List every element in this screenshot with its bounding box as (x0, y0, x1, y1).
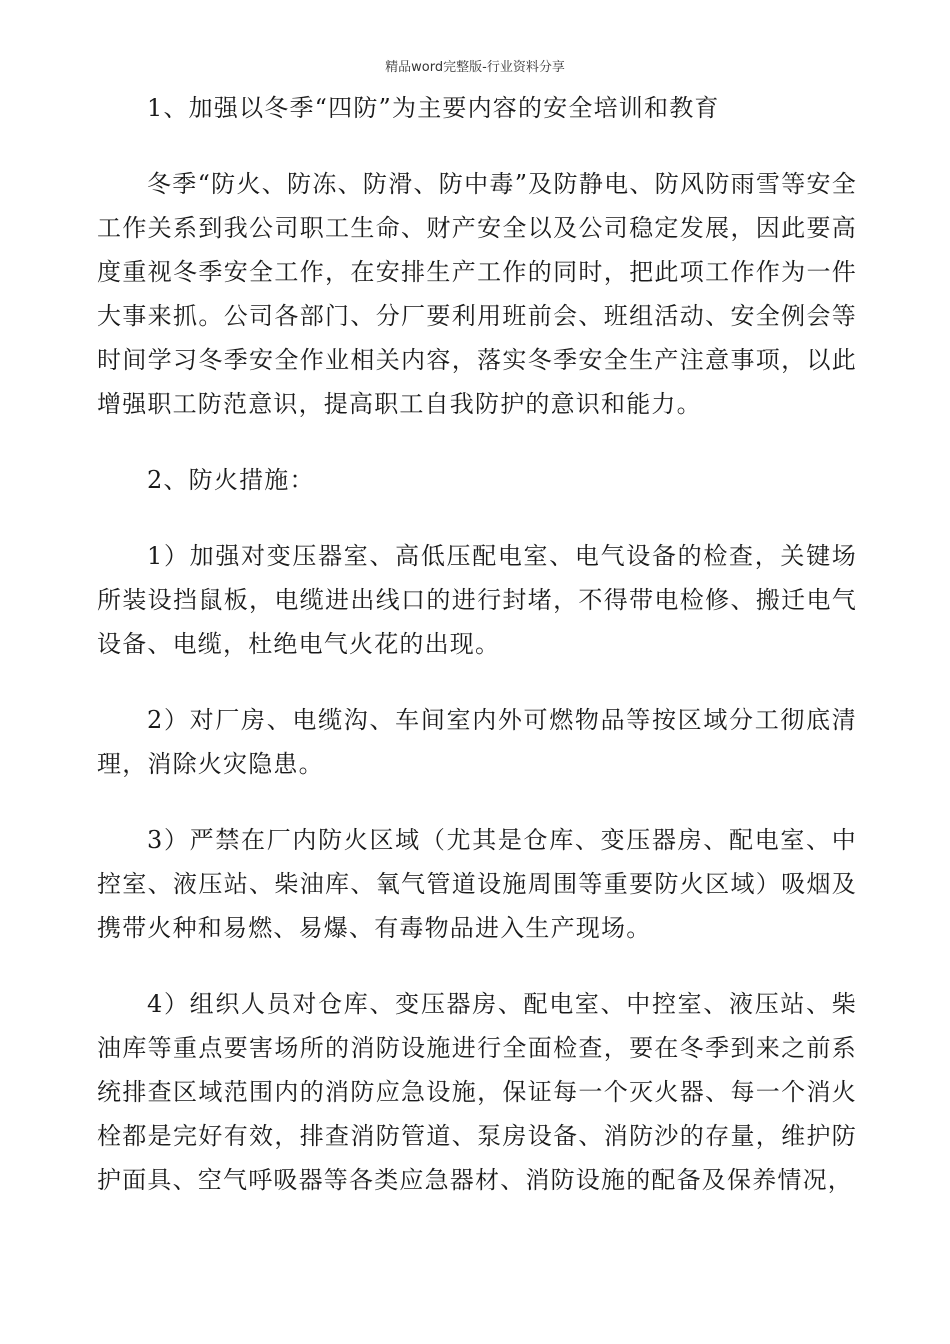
section-heading-training: 1、加强以冬季“四防”为主要内容的安全培训和教育 (147, 94, 720, 122)
document-body (97, 86, 857, 1234)
list-item-4: 4）组织人员对仓库、变压器房、配电室、中控室、液压站、柴油库等重点要害场所的消防设施进行全面检查，要在冬季到来之前系统排查区域范围内的消防应急设施，保证每一个灭火器、每一个消火栓都是完好有效，排查消防管道、泵房设备、消防沙的存量，维护防护面具、空气呼吸器等各类应急器材、消防设施的配备及保养情况， (97, 990, 857, 1194)
section-heading-fire-prevention: 2、防火措施： (147, 466, 315, 494)
list-item-1: 1）加强对变压器室、高低压配电室、电气设备的检查，关键场所装设挡鼠板，电缆进出线口的进行封堵，不得带电检修、搬迁电气设备、电缆，杜绝电气火花的出现。 (97, 542, 857, 658)
paragraph-winter-safety: 冬季“防火、防冻、防滑、防中毒”及防静电、防风防雨雪等安全工作关系到我公司职工生命、财产安全以及公司稳定发展，因此要高度重视冬季安全工作，在安排生产工作的同时，把此项工作作为一件大事来抓。公司各部门、分厂要利用班前会、班组活动、安全例会等时间学习冬季安全作业相关内容，落实冬季安全生产注意事项，以此增强职工防范意识，提高职工自我防护的意识和能力。 (97, 170, 857, 418)
page-header: 精品word完整版-行业资料分享 (385, 60, 565, 75)
list-item-3: 3）严禁在厂内防火区域（尤其是仓库、变压器房、配电室、中控室、液压站、柴油库、氧气管道设施周围等重要防火区域）吸烟及携带火种和易燃、易爆、有毒物品进入生产现场。 (97, 826, 857, 942)
list-item-2: 2）对厂房、电缆沟、车间室内外可燃物品等按区域分工彻底清理，消除火灾隐患。 (97, 706, 857, 778)
